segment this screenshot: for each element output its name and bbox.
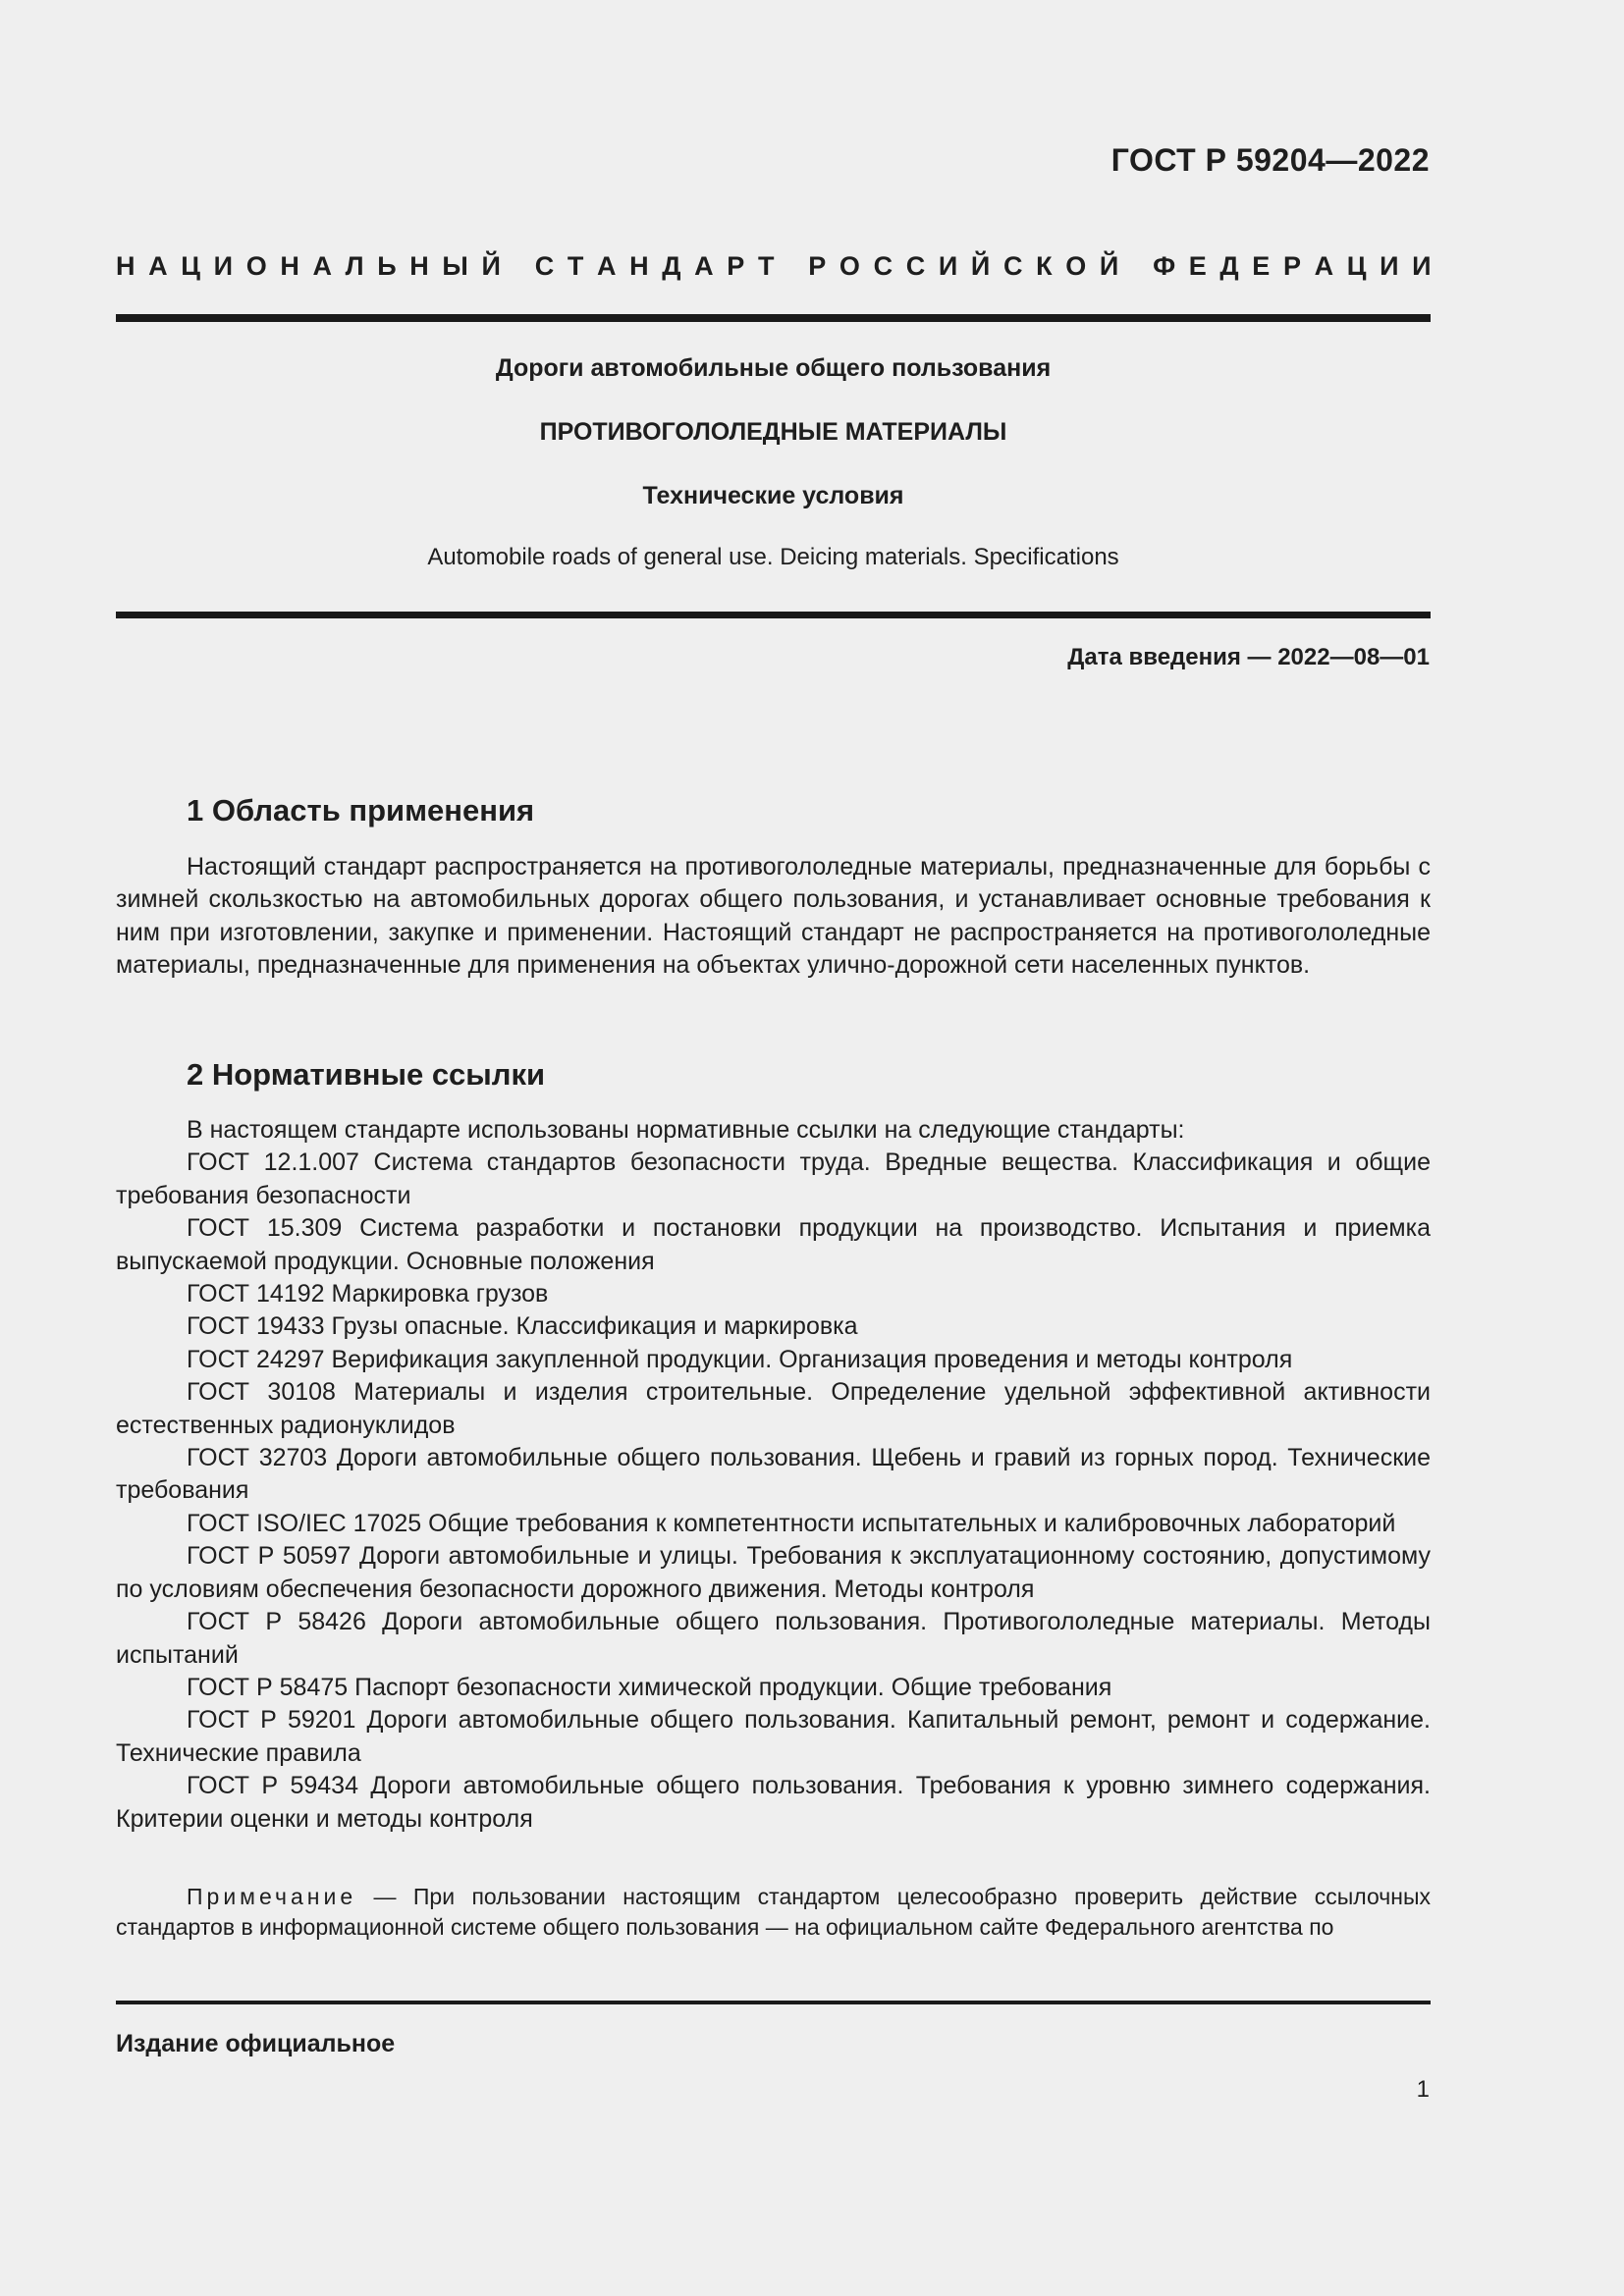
reference-item: ГОСТ 12.1.007 Система стандартов безопасности труда. Вредные вещества. Классификация и общие требования безопасности [116, 1148, 1431, 1209]
title-line-1: Дороги автомобильные общего пользования [495, 354, 1052, 382]
reference-item: ГОСТ 30108 Материалы и изделия строительные. Определение удельной эффективной активности естественных радионуклидов [116, 1378, 1431, 1439]
banner-letter: И [938, 251, 958, 281]
banner-letter: С [873, 251, 893, 281]
reference-item: ГОСТ 15.309 Система разработки и постановки продукции на производство. Испытания и приемка выпускаемой продукции. Основные положения [116, 1214, 1431, 1275]
banner-letter: А [1314, 251, 1334, 281]
reference-item: ГОСТ Р 58426 Дороги автомобильные общего пользования. Противогололедные материалы. Методы испытаний [116, 1608, 1431, 1669]
banner-letter: Т [567, 251, 584, 281]
banner-letter: Н [409, 251, 429, 281]
banner-letter: О [245, 251, 267, 281]
banner-letter: Й [1099, 251, 1119, 281]
reference-item: ГОСТ 24297 Верификация закупленной продукции. Организация проведения и методы контроля [187, 1345, 1293, 1373]
section-1-text: Настоящий стандарт распространяется на противогололедные материалы, предназначенные для борьбы с зимней скользкостью на автомобильных дорогах общего пользования, и устанавливает основные требования к ним при изготовлении, закупке и применении. Настоящий стандарт не распространяется на противогололедные материалы, предназначенные для применения на объектах улично-дорожной сети населенных пунктов. [116, 853, 1431, 980]
title-line-2: ПРОТИВОГОЛОЛЕДНЫЕ МАТЕРИАЛЫ [539, 418, 1007, 446]
reference-item: ГОСТ Р 58475 Паспорт безопасности химической продукции. Общие требования [187, 1673, 1112, 1701]
note-label: Примечание [187, 1884, 357, 1909]
banner-letter: Р [1282, 251, 1301, 281]
banner-letter: А [596, 251, 617, 281]
section-2-heading: 2 Нормативные ссылки [187, 1057, 546, 1092]
banner-letter: Е [1252, 251, 1271, 281]
banner-letter: Й [481, 251, 501, 281]
banner-letter: Й [970, 251, 991, 281]
banner-letter [514, 251, 522, 282]
banner-letter: Ф [1153, 251, 1176, 281]
title-rule [116, 612, 1431, 618]
banner-letter: Д [1219, 251, 1239, 281]
reference-item: ГОСТ Р 50597 Дороги автомобильные и улицы. Требования к эксплуатационному состоянию, допустимому по условиям обеспечения безопасности дорожного движения. Методы контроля [116, 1542, 1431, 1603]
standard-number: ГОСТ Р 59204—2022 [1110, 142, 1430, 178]
banner-letter: С [534, 251, 555, 281]
reference-item: ГОСТ 14192 Маркировка грузов [187, 1280, 549, 1308]
official-edition: Издание официальное [116, 2030, 396, 2057]
banner-letter: О [1065, 251, 1087, 281]
banner-letter: Ь [377, 251, 397, 281]
banner-letter: Н [116, 251, 135, 281]
page-number: 1 [1416, 2076, 1430, 2103]
banner-letter: С [1002, 251, 1023, 281]
banner-letter: Д [662, 251, 681, 281]
reference-item: ГОСТ 32703 Дороги автомобильные общего пользования. Щебень и гравий из горных пород. Технические требования [116, 1444, 1431, 1505]
banner-letter: Л [345, 251, 364, 281]
references-intro: В настоящем стандарте использованы нормативные ссылки на следующие стандарты: [187, 1116, 1185, 1144]
banner-letter: К [1036, 251, 1053, 281]
title-line-3: Технические условия [642, 482, 904, 509]
note-text: — При пользовании настоящим стандартом целесообразно проверить действие ссылочных стандартов в информационной системе общего пользования — на официальном сайте Федерального агентства по [116, 1884, 1431, 1940]
banner-letter: Ы [442, 251, 468, 281]
english-title: Automobile roads of general use. Deicing materials. Specifications [427, 544, 1119, 570]
banner-letter: А [694, 251, 714, 281]
banner-letter: И [1380, 251, 1399, 281]
banner-letter: А [312, 251, 332, 281]
introduction-date: Дата введения — 2022—08—01 [1067, 644, 1430, 670]
banner-letter: Е [1188, 251, 1207, 281]
banner-letter: О [839, 251, 860, 281]
banner-letter: Р [808, 251, 827, 281]
note [116, 1882, 1431, 1943]
banner-letter: Ц [181, 251, 201, 281]
banner-letter: А [148, 251, 168, 281]
banner-letter: Н [629, 251, 649, 281]
top-rule [116, 314, 1431, 322]
banner-letter: Ц [1346, 251, 1367, 281]
banner-letter: Т [757, 251, 775, 281]
reference-item: ГОСТ ISO/IEC 17025 Общие требования к компетентности испытательных и калибровочных лабораторий [187, 1509, 1396, 1537]
reference-item: ГОСТ 19433 Грузы опасные. Классификация и маркировка [187, 1312, 858, 1341]
banner-letter: Р [727, 251, 745, 281]
banner-letter [787, 251, 795, 282]
reference-item: ГОСТ Р 59201 Дороги автомобильные общего пользования. Капитальный ремонт, ремонт и содержание. Технические правила [116, 1706, 1431, 1767]
banner-letter: И [1412, 251, 1432, 281]
references-list [116, 1114, 1431, 1836]
banner-letter: И [213, 251, 234, 281]
banner-letter: С [905, 251, 926, 281]
section-1-heading: 1 Область применения [187, 793, 535, 828]
banner-letter [1132, 251, 1140, 282]
banner-letter: Н [280, 251, 299, 281]
national-standard-banner [116, 251, 1432, 282]
reference-item: ГОСТ Р 59434 Дороги автомобильные общего пользования. Требования к уровню зимнего содержания. Критерии оценки и методы контроля [116, 1772, 1431, 1833]
footer-rule [116, 2001, 1431, 2004]
